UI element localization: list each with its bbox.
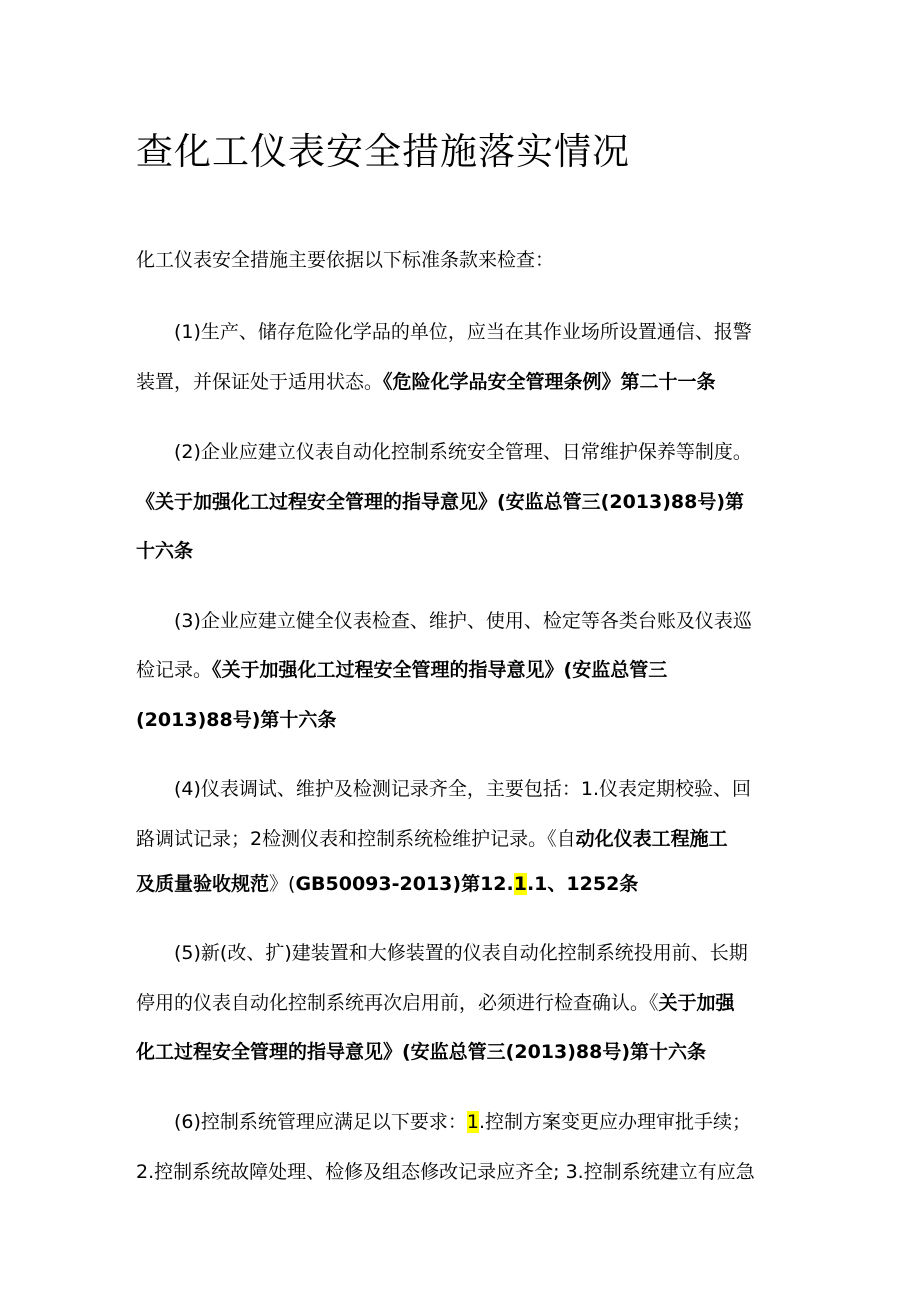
- intro-paragraph: 化工仪表安全措施主要依据以下标准条款来检查：: [136, 249, 555, 271]
- citation-reference: .1、1252条: [526, 873, 639, 895]
- highlighted-text: 1: [466, 1111, 480, 1133]
- item-text: 装置，并保证处于适用状态。: [136, 371, 384, 393]
- item-text: (5)新(改、扩)建装置和大修装置的仪表自动化控制系统投用前、长期: [174, 942, 748, 964]
- citation-reference: 《关于加强化工过程安全管理的指导意见》(安监总管三(2013)88号)第: [136, 491, 745, 513]
- item-4-line-3: [136, 866, 638, 902]
- item-text: 路调试记录；2检测仪表和控制系统检维护记录。《自: [136, 828, 576, 850]
- item-1-line-2: [136, 364, 716, 400]
- item-text: (3)企业应建立健全仪表检查、维护、使用、检定等各类台账及仪表巡: [174, 610, 752, 632]
- citation-reference: 化工过程安全管理的指导意见》(安监总管三(2013)88号)第十六条: [136, 1041, 707, 1063]
- citation-reference: (2013)88号)第十六条: [136, 709, 337, 731]
- item-2-line-3: [136, 533, 193, 569]
- item-text: 停用的仪表自动化控制系统再次启用前，必须进行检查确认。《: [136, 992, 659, 1014]
- item-text: 检记录。: [136, 659, 213, 681]
- item-text: 2.控制系统故障处理、检修及组态修改记录应齐全; 3.控制系统建立有应急: [136, 1161, 755, 1183]
- citation-bracket: 》(: [269, 873, 296, 895]
- item-text: (2)企业应建立仪表自动化控制系统安全管理、日常维护保养等制度。: [174, 441, 752, 463]
- highlighted-text: 1: [513, 873, 527, 895]
- item-5-line-3: [136, 1034, 706, 1070]
- item-6-line-1: [174, 1104, 751, 1140]
- item-text: (6)控制系统管理应满足以下要求：: [174, 1111, 467, 1133]
- item-3-line-2: [136, 652, 667, 688]
- citation-reference: GB50093-2013)第12.: [295, 873, 514, 895]
- page-title: 查化工仪表安全措施落实情况: [136, 130, 630, 173]
- item-3-line-3: [136, 702, 336, 738]
- item-1-line-1: [174, 314, 752, 350]
- item-5-line-1: [174, 935, 748, 971]
- item-3-line-1: [174, 603, 752, 639]
- item-text: (1)生产、储存危险化学品的单位，应当在其作业场所设置通信、报警: [174, 321, 752, 343]
- citation-reference: 及质量验收规范: [136, 873, 270, 895]
- citation-reference: 关于加强: [658, 992, 735, 1014]
- citation-reference: 《危险化学品安全管理条例》第二十一条: [383, 371, 716, 393]
- item-4-line-2: [136, 821, 728, 857]
- item-text: .控制方案变更应办理审批手续；: [479, 1111, 752, 1133]
- item-6-line-2: [136, 1154, 755, 1190]
- citation-reference: 十六条: [136, 540, 194, 562]
- item-5-line-2: [136, 985, 735, 1021]
- citation-reference: 动化仪表工程施工: [575, 828, 728, 850]
- item-4-line-1: [174, 771, 751, 807]
- item-2-line-2: [136, 484, 744, 520]
- item-text: (4)仪表调试、维护及检测记录齐全，主要包括：1.仪表定期校验、回: [174, 778, 752, 800]
- item-2-line-1: [174, 434, 752, 470]
- citation-reference: 《关于加强化工过程安全管理的指导意见》(安监总管三: [212, 659, 668, 681]
